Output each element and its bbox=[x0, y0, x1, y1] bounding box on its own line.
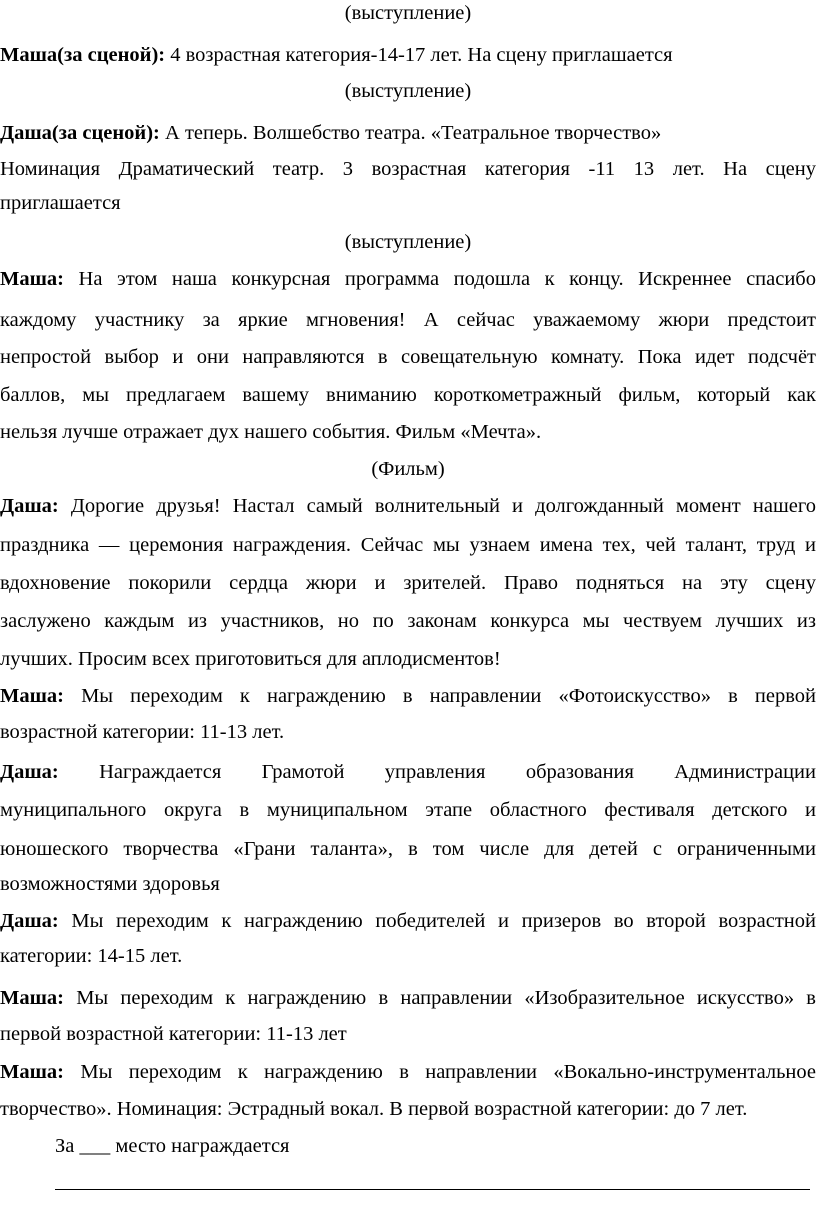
text-line bbox=[0, 798, 816, 822]
line-text: (выступление) bbox=[344, 80, 472, 102]
text-line bbox=[0, 872, 816, 896]
block-text bbox=[0, 0, 1, 1]
text-line bbox=[0, 157, 816, 181]
text-line bbox=[0, 571, 816, 595]
stage-direction bbox=[0, 457, 816, 481]
stage-direction bbox=[0, 1, 816, 25]
text-line bbox=[0, 647, 816, 671]
line-text: (Фильм) bbox=[371, 458, 445, 480]
text-line bbox=[0, 345, 816, 369]
line-text: На этом наша конкурсная программа подошла к концу. Искреннее спасибо bbox=[63, 268, 816, 290]
text-line bbox=[0, 837, 816, 861]
line-text: баллов, мы предлагаем вашему вниманию короткометражный фильм, который как bbox=[0, 384, 816, 406]
text-line bbox=[0, 1060, 816, 1084]
text-line bbox=[0, 121, 816, 145]
line-text: (выступление) bbox=[344, 2, 472, 24]
line-text: категории: 14-15 лет. bbox=[0, 945, 183, 967]
text-line bbox=[0, 191, 816, 215]
line-text: А теперь. Волшебство театра. «Театральное творчество» bbox=[159, 122, 662, 144]
line-text: каждому участнику за яркие мгновения! А сейчас уважаемому жюри предстоит bbox=[0, 309, 816, 331]
line-text: вдохновение покорили сердца жюри и зрителей. Право подняться на эту сцену bbox=[0, 572, 816, 594]
text-line bbox=[0, 383, 816, 407]
line-text: лучших. Просим всех приготовиться для аплодисментов! bbox=[0, 648, 501, 670]
text-line bbox=[0, 1022, 816, 1046]
text-line bbox=[0, 986, 816, 1010]
line-text: Мы переходим к награждению победителей и призеров во второй возрастной bbox=[58, 910, 816, 932]
speaker-name: Даша(за сценой): bbox=[0, 122, 160, 144]
text-line bbox=[0, 308, 816, 332]
text-line bbox=[0, 609, 816, 633]
text-line bbox=[55, 1134, 816, 1158]
text-line bbox=[0, 720, 816, 744]
stage-direction bbox=[0, 79, 816, 103]
line-text: За ___ место награждается bbox=[55, 1135, 290, 1157]
line-text: нельзя лучше отражает дух нашего события. Фильм «Мечта». bbox=[0, 421, 542, 443]
line-text: 4 возрастная категория-14-17 лет. На сцену приглашается bbox=[165, 44, 673, 66]
speaker-name: Даша: bbox=[0, 495, 59, 517]
line-text: Награждается Грамотой управления образования Администрации bbox=[58, 761, 816, 783]
line-text: заслужено каждым из участников, но по законам конкурса мы чествуем лучших из bbox=[0, 610, 816, 632]
text-line bbox=[0, 267, 816, 291]
text-line bbox=[0, 43, 816, 67]
speaker-name: Даша: bbox=[0, 761, 59, 783]
signature-rule bbox=[55, 1189, 810, 1190]
line-text: (выступление) bbox=[344, 231, 472, 253]
line-text: возможностями здоровья bbox=[0, 873, 220, 895]
line-text: Номинация Драматический театр. 3 возрастная категория -11 13 лет. На сцену bbox=[0, 158, 816, 180]
line-text: Мы переходим к награждению в направлении «Фотоискусство» в первой bbox=[63, 685, 816, 707]
line-text: праздника — церемония награждения. Сейчас мы узнаем имена тех, чей талант, труд и bbox=[0, 534, 816, 556]
text-line bbox=[0, 1097, 816, 1121]
line-text: юношеского творчества «Грани таланта», в том числе для детей с ограниченными bbox=[0, 838, 816, 860]
line-text: муниципального округа в муниципальном этапе областного фестиваля детского и bbox=[0, 799, 816, 821]
speaker-name: Маша: bbox=[0, 685, 64, 707]
line-text: приглашается bbox=[0, 192, 121, 214]
text-line bbox=[0, 909, 816, 933]
stage-direction bbox=[0, 230, 816, 254]
text-line bbox=[0, 760, 816, 784]
speaker-name: Даша: bbox=[0, 910, 59, 932]
line-text: возрастной категории: 11-13 лет. bbox=[0, 721, 285, 743]
line-text: Дорогие друзья! Настал самый волнительный и долгожданный момент нашего bbox=[58, 495, 816, 517]
speaker-name: Маша: bbox=[0, 987, 64, 1009]
line-text: первой возрастной категории: 11-13 лет bbox=[0, 1023, 347, 1045]
speaker-name: Маша(за сценой): bbox=[0, 44, 166, 66]
line-text: Мы переходим к награждению в направлении «Вокально-инструментальное bbox=[63, 1061, 816, 1083]
text-line bbox=[0, 944, 816, 968]
text-line bbox=[0, 684, 816, 708]
line-text: Мы переходим к награждению в направлении «Изобразительное искусство» в bbox=[63, 987, 816, 1009]
text-line bbox=[0, 494, 816, 518]
text-line bbox=[0, 420, 816, 444]
speaker-name: Маша: bbox=[0, 1061, 64, 1083]
line-text: непростой выбор и они направляются в совещательную комнату. Пока идет подсчёт bbox=[0, 346, 816, 368]
line-text: творчество». Номинация: Эстрадный вокал. В первой возрастной категории: до 7 лет. bbox=[0, 1098, 748, 1120]
speaker-name: Маша: bbox=[0, 268, 64, 290]
text-line bbox=[0, 533, 816, 557]
